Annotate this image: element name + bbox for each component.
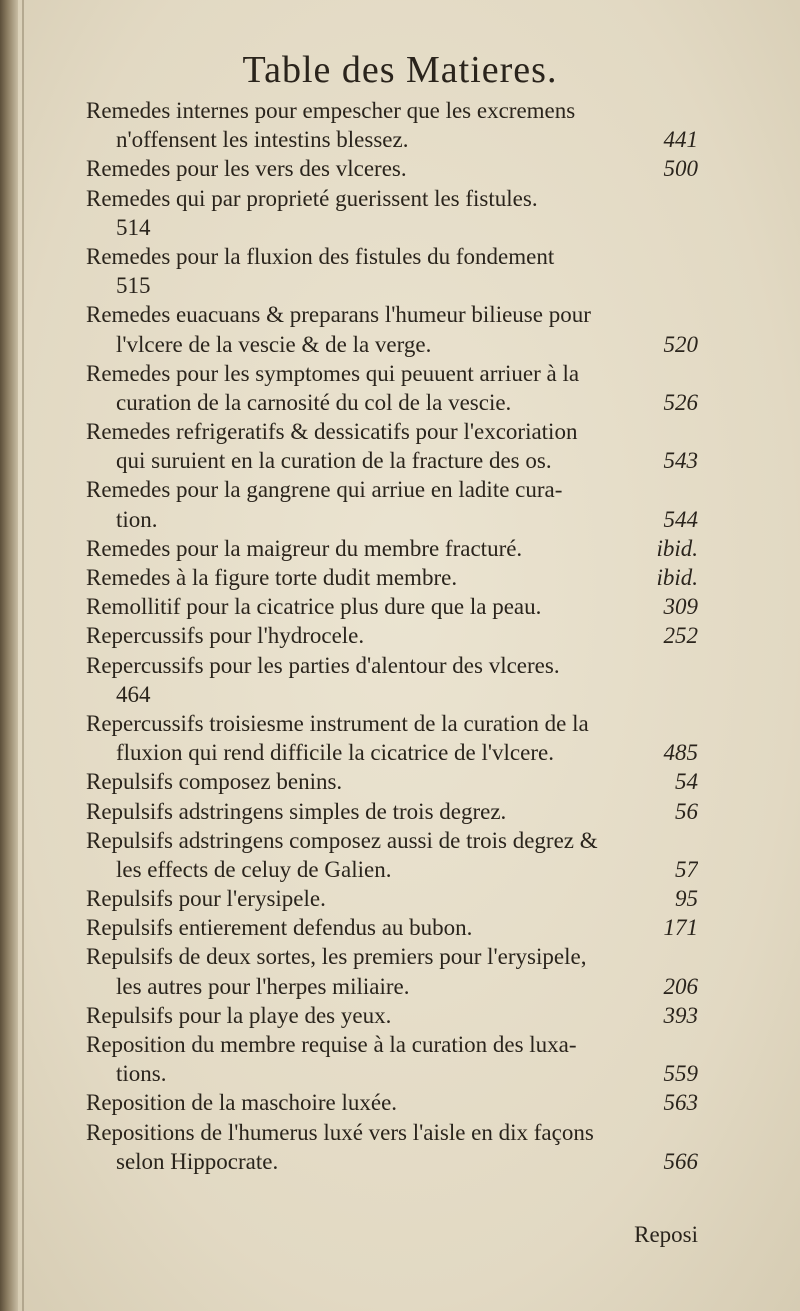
entry-text: Reposition du membre requise à la curation des luxa- (86, 1032, 577, 1057)
entry-text: fluxion qui rend difficile la cicatrice de l'vlcere. (116, 740, 554, 766)
entry-text: Remedes qui par proprieté guerissent les fistules. (86, 185, 538, 211)
entry-page-number: 559 (663, 1061, 698, 1087)
entry-page-number: 543 (663, 448, 698, 474)
index-line (86, 359, 698, 388)
page-title: Table des Matieres. (242, 49, 558, 91)
entry-page-number: 171 (663, 915, 698, 941)
entry-text: Remedes pour la gangrene qui arriue en ladite cura- (86, 477, 563, 503)
entry-text: 515 (116, 273, 151, 299)
entry-text: n'offensent les intestins blessez. (116, 127, 409, 153)
index-line (86, 96, 698, 125)
index-line (86, 942, 698, 971)
entry-text: tion. (116, 506, 158, 532)
index-line (86, 592, 698, 621)
entry-text: Repercussifs pour les parties d'alentour des vlceres. (86, 652, 560, 678)
entry-text: l'vlcere de la vescie & de la verge. (116, 331, 432, 357)
page-binding (0, 0, 18, 1311)
entry-text: Repulsifs composez benins. (86, 769, 343, 795)
index-line (86, 709, 698, 738)
entry-text: Repulsifs adstringens composez aussi de trois degrez & (86, 827, 598, 853)
entry-text: tions. (116, 1061, 167, 1087)
index-line (86, 1088, 698, 1117)
entry-page-number: 309 (663, 594, 698, 620)
index-line (86, 651, 698, 680)
entry-page-number: 526 (663, 389, 698, 415)
index-entries (86, 96, 698, 1176)
entry-page-number: 57 (675, 856, 698, 882)
entry-page-number: 56 (675, 798, 698, 824)
index-line (86, 125, 698, 154)
index-line (86, 242, 698, 271)
entry-page-number: 393 (663, 1002, 698, 1028)
index-line (86, 738, 698, 767)
entry-text: 464 (116, 681, 151, 707)
index-line (86, 417, 698, 446)
entry-text: selon Hippocrate. (116, 1148, 279, 1174)
index-line (86, 884, 698, 913)
entry-text: les autres pour l'herpes miliaire. (116, 973, 410, 999)
entry-text: Remedes à la figure torte dudit membre. (86, 565, 458, 590)
entry-text: Remedes refrigeratifs & dessicatifs pour l'excoriation (86, 419, 578, 445)
entry-text: les effects de celuy de Galien. (116, 856, 392, 882)
index-line (86, 534, 698, 563)
index-line (86, 271, 698, 300)
entry-text: Reposition de la maschoire luxée. (86, 1090, 398, 1116)
entry-page-number: 544 (663, 506, 698, 532)
entry-text: Remedes pour les symptomes qui peuuent arriuer à la (86, 360, 580, 386)
entry-text: Remedes pour les vers des vlceres. (86, 156, 407, 182)
index-line (86, 680, 698, 709)
binding-edge (22, 0, 24, 1311)
entry-text: Remedes pour la fluxion des fistules du fondement (86, 243, 555, 269)
index-line (86, 767, 698, 796)
index-line (86, 621, 698, 650)
entry-text: Remedes euacuans & preparans l'humeur bilieuse pour (86, 302, 591, 328)
index-line (86, 797, 698, 826)
index-line (86, 1001, 698, 1030)
entry-text: Repulsifs entierement defendus au bubon. (86, 915, 473, 941)
entry-text: Remollitif pour la cicatrice plus dure que la peau. (86, 594, 542, 620)
entry-page-number: 485 (663, 740, 698, 766)
index-line (86, 154, 698, 183)
index-line (86, 1118, 698, 1147)
entry-text: Repulsifs de deux sortes, les premiers pour l'erysipele, (86, 944, 587, 970)
entry-text: Repulsifs pour la playe des yeux. (86, 1002, 392, 1028)
entry-text: Repercussifs pour l'hydrocele. (86, 623, 365, 649)
entry-page-number: 252 (663, 623, 698, 649)
index-line (86, 213, 698, 242)
entry-page-number: 520 (663, 331, 698, 357)
index-line (86, 1030, 698, 1059)
entry-page-number: 441 (663, 127, 698, 153)
index-line (86, 913, 698, 942)
index-line (86, 1147, 698, 1176)
entry-page-number: 95 (675, 886, 698, 912)
index-line (86, 563, 698, 592)
index-line (86, 972, 698, 1001)
entry-text: 514 (116, 214, 151, 240)
entry-page-number: 563 (663, 1090, 698, 1116)
entry-page-number: ibid. (656, 535, 698, 561)
entry-page-number: 500 (663, 156, 698, 182)
index-line (86, 1059, 698, 1088)
index-line (86, 388, 698, 417)
entry-page-number: 54 (675, 769, 698, 795)
index-line (86, 505, 698, 534)
entry-text: qui suruient en la curation de la fracture des os. (116, 448, 552, 474)
entry-text: Repulsifs adstringens simples de trois degrez. (86, 798, 507, 824)
entry-text: Repulsifs pour l'erysipele. (86, 886, 326, 912)
entry-page-number: 206 (663, 973, 698, 999)
entry-text: Repercussifs troisiesme instrument de la curation de la (86, 710, 589, 736)
index-line (86, 826, 698, 855)
entry-text: Repositions de l'humerus luxé vers l'aisle en dix façons (86, 1119, 594, 1145)
index-line (86, 855, 698, 884)
index-line (86, 330, 698, 359)
index-line (86, 184, 698, 213)
entry-text: Remedes internes pour empescher que les excremens (86, 98, 576, 123)
entry-page-number: 566 (663, 1148, 698, 1174)
entry-page-number: ibid. (656, 565, 698, 590)
index-line (86, 300, 698, 329)
entry-text: curation de la carnosité du col de la vescie. (116, 389, 512, 415)
catchword: Reposi (634, 1222, 698, 1247)
index-line (86, 475, 698, 504)
index-line (86, 446, 698, 475)
entry-text: Remedes pour la maigreur du membre fracturé. (86, 535, 523, 561)
